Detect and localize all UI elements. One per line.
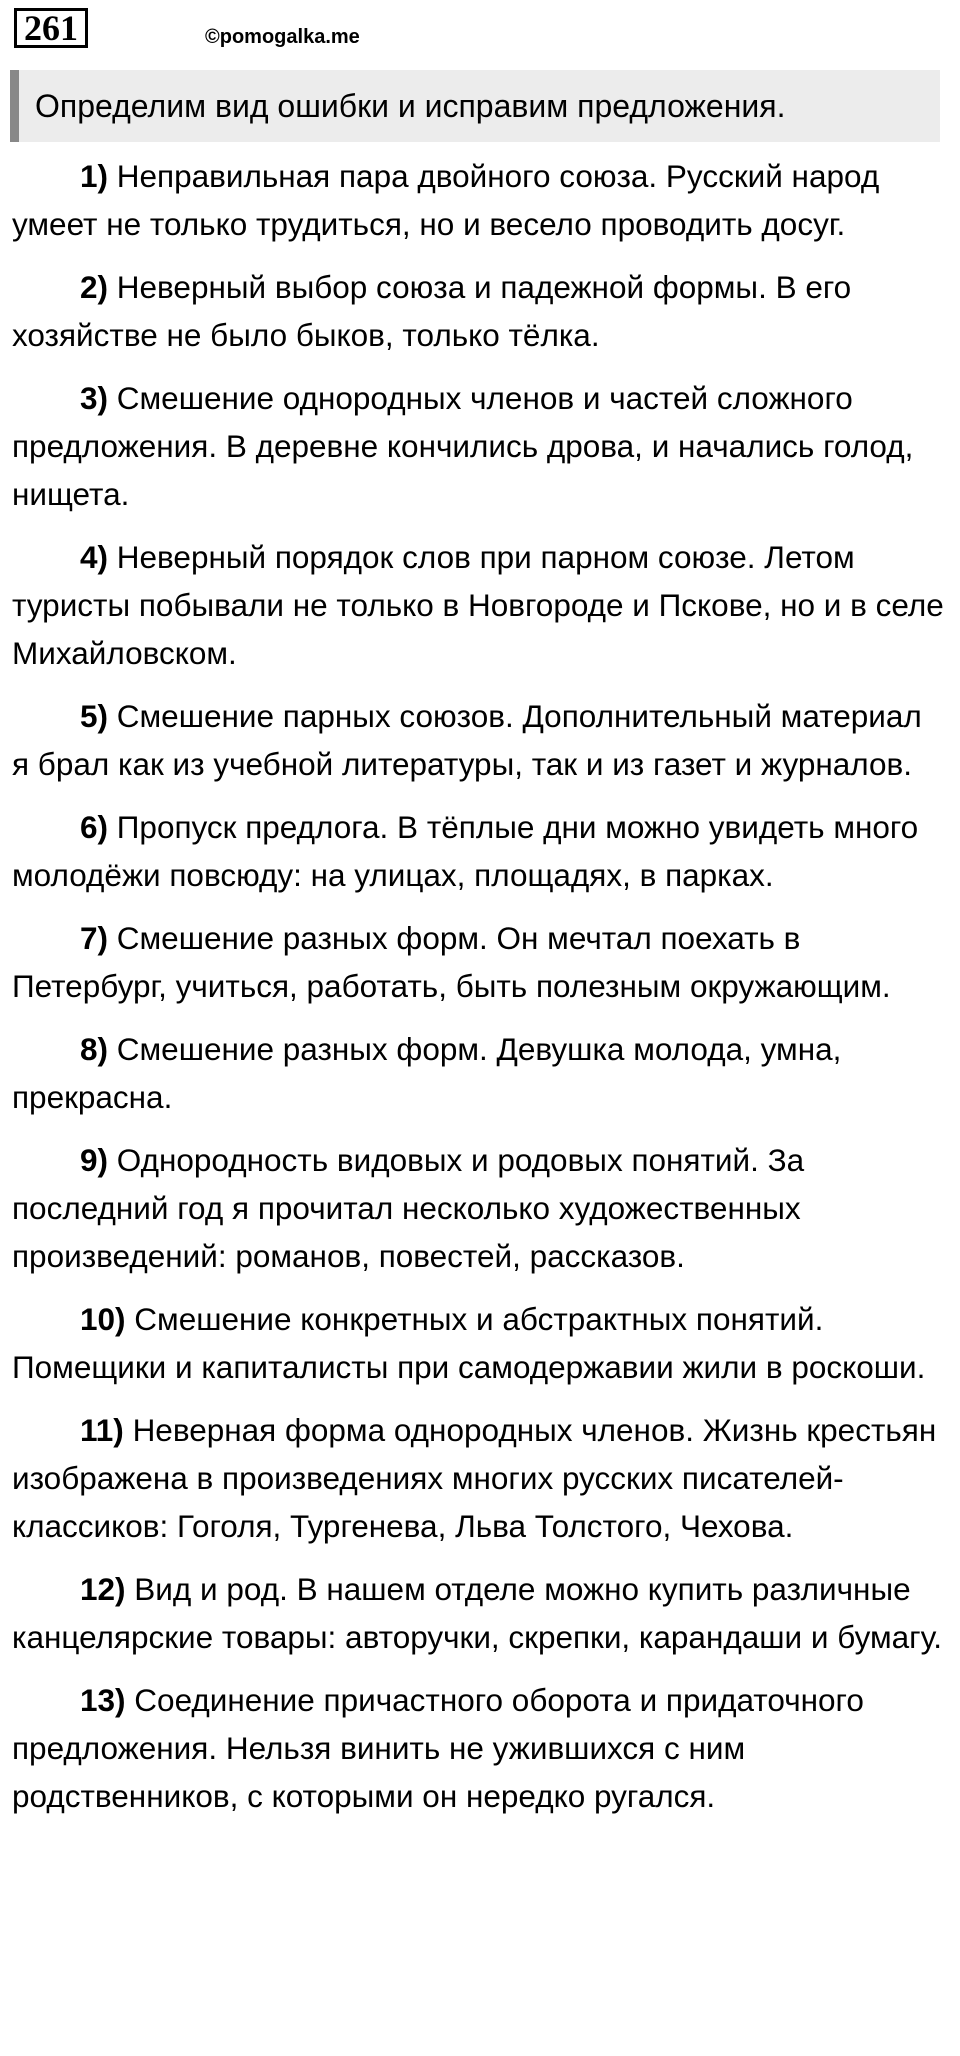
item-number: 13) bbox=[80, 1682, 126, 1718]
answer-list bbox=[12, 152, 944, 1835]
item-text: Смешение разных форм. Он мечтал поехать в Петербург, учиться, работать, быть полезным окружающим. bbox=[12, 920, 891, 1004]
list-item bbox=[12, 1565, 944, 1661]
item-number: 12) bbox=[80, 1571, 126, 1607]
list-item bbox=[12, 374, 944, 518]
item-text: Соединение причастного оборота и придаточного предложения. Нельзя винить не ужившихся с ним родственников, с которыми он нередко ругался. bbox=[12, 1682, 864, 1814]
intro-banner: Определим вид ошибки и исправим предложения. bbox=[10, 70, 940, 142]
item-number: 11) bbox=[80, 1412, 124, 1448]
item-number: 9) bbox=[80, 1142, 109, 1178]
list-item bbox=[12, 914, 944, 1010]
item-number: 5) bbox=[80, 698, 109, 734]
item-text: Смешение разных форм. Девушка молода, умна, прекрасна. bbox=[12, 1031, 842, 1115]
item-text: Однородность видовых и родовых понятий. За последний год я прочитал несколько художественных произведений: романов, повестей, рассказов. bbox=[12, 1142, 805, 1274]
list-item bbox=[12, 1406, 944, 1550]
list-item bbox=[12, 533, 944, 677]
item-number: 7) bbox=[80, 920, 109, 956]
item-text: Неверная форма однородных членов. Жизнь крестьян изображена в произведениях многих русских писателей-классиков: Гоголя, Тургенева, Льва Толстого, Чехова. bbox=[12, 1412, 937, 1544]
item-number: 3) bbox=[80, 380, 109, 416]
item-text: Вид и род. В нашем отделе можно купить различные канцелярские товары: авторучки, скрепки, карандаши и бумагу. bbox=[12, 1571, 942, 1655]
list-item bbox=[12, 1676, 944, 1820]
item-text: Неверный выбор союза и падежной формы. В его хозяйстве не было быков, только тёлка. bbox=[12, 269, 852, 353]
site-watermark: ©pomogalka.me bbox=[205, 26, 360, 48]
item-text: Пропуск предлога. В тёплые дни можно увидеть много молодёжи повсюду: на улицах, площадях, в парках. bbox=[12, 809, 919, 893]
item-number: 10) bbox=[80, 1301, 126, 1337]
item-number: 6) bbox=[80, 809, 109, 845]
list-item bbox=[12, 1136, 944, 1280]
list-item bbox=[12, 692, 944, 788]
item-number: 1) bbox=[80, 158, 109, 194]
item-number: 2) bbox=[80, 269, 109, 305]
task-number: 261 bbox=[14, 8, 88, 48]
item-number: 4) bbox=[80, 539, 109, 575]
list-item bbox=[12, 1025, 944, 1121]
item-text: Смешение однородных членов и частей сложного предложения. В деревне кончились дрова, и начались голод, нищета. bbox=[12, 380, 914, 512]
item-text: Неправильная пара двойного союза. Русский народ умеет не только трудиться, но и весело проводить досуг. bbox=[12, 158, 880, 242]
list-item bbox=[12, 1295, 944, 1391]
item-text: Смешение парных союзов. Дополнительный материал я брал как из учебной литературы, так и из газет и журналов. bbox=[12, 698, 922, 782]
list-item bbox=[12, 263, 944, 359]
list-item bbox=[12, 152, 944, 248]
item-text: Смешение конкретных и абстрактных понятий. Помещики и капиталисты при самодержавии жили в роскоши. bbox=[12, 1301, 926, 1385]
list-item bbox=[12, 803, 944, 899]
item-number: 8) bbox=[80, 1031, 109, 1067]
item-text: Неверный порядок слов при парном союзе. Летом туристы побывали не только в Новгороде и Пскове, но и в селе Михайловском. bbox=[12, 539, 944, 671]
